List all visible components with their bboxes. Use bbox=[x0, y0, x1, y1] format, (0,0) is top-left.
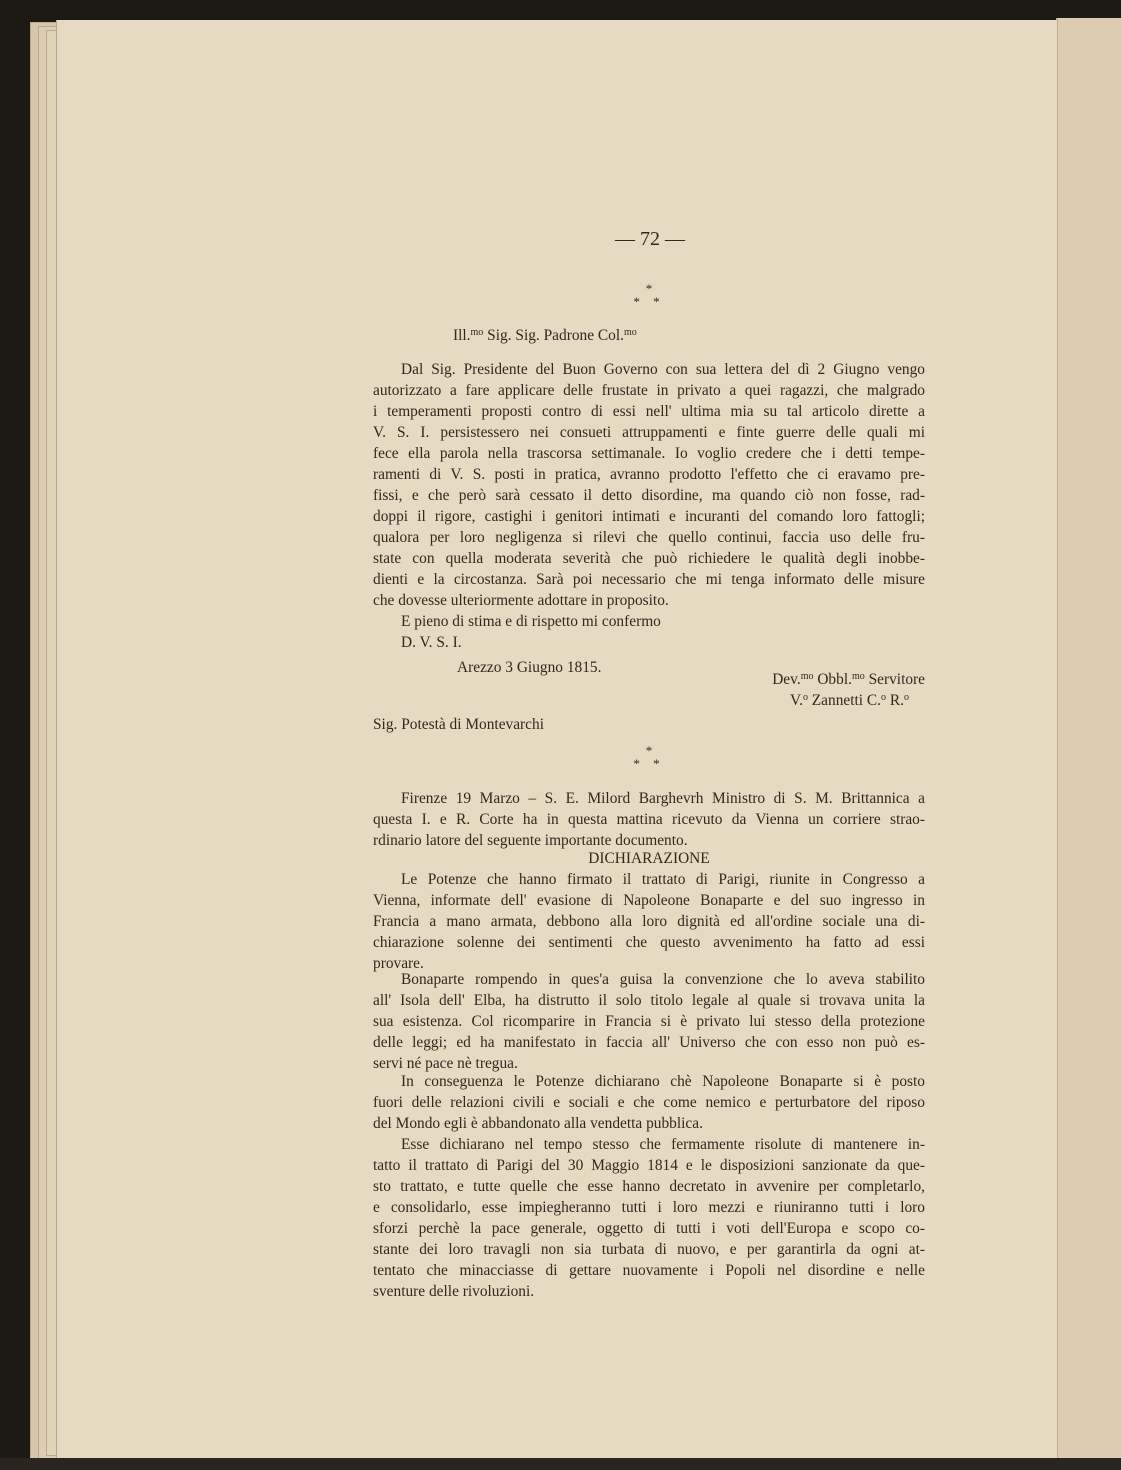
letter-line: qualora per loro negligenza si rilevi che quello continui, faccia uso delle fru- bbox=[373, 529, 925, 546]
paragraph-line: e consolidarlo, esse impiegheranno tutti i loro mezzi e riuniranno tutti i loro bbox=[373, 1199, 925, 1216]
paragraph-line: Le Potenze che hanno firmato il trattato di Parigi, riunite in Congresso a bbox=[401, 871, 925, 888]
news-line: Firenze 19 Marzo – S. E. Milord Barghevrh Ministro di S. M. Brittannica a bbox=[401, 790, 925, 807]
letter-line: che dovesse ulteriormente adottare in proposito. bbox=[373, 592, 669, 609]
paragraph-line: stante dei loro travagli non sia turbata di nuovo, e per garantirla da ogni at- bbox=[373, 1241, 925, 1258]
section-separator-1: * * * bbox=[633, 281, 665, 309]
letter-line: fissi, e che però sarà cessato il detto disordine, ma quando ciò non fosse, rad- bbox=[373, 487, 925, 504]
paragraph-line: Esse dichiarano nel tempo stesso che fermamente risolute di mantenere in- bbox=[401, 1136, 925, 1153]
paragraph-line: Bonaparte rompendo in ques'a guisa la convenzione che lo aveva stabilito bbox=[401, 971, 925, 988]
letter-line: V. S. I. persistessero nei consueti attruppamenti e finte guerre delle quali mi bbox=[373, 424, 925, 441]
letter-line: Dal Sig. Presidente del Buon Governo con sua lettera del dì 2 Giugno vengo bbox=[401, 361, 925, 378]
signature-line-1: Dev.$^{mo}$ Obbl.$^{mo}$ Servitore bbox=[772, 671, 925, 688]
paragraph-line: servi né pace nè tregua. bbox=[373, 1055, 518, 1072]
paragraph-line: sventure delle rivoluzioni. bbox=[373, 1283, 535, 1300]
letter-salutation: Ill.$^{mo}$ Sig. Sig. Padrone Col.$^{mo}$ bbox=[453, 327, 637, 344]
paragraph-line: sto trattato, e tutte quelle che esse hanno decretato in avvenire per completarlo, bbox=[373, 1178, 925, 1195]
letter-line: state con quella moderata severità che può richiedere le qualità degli inobbe- bbox=[373, 550, 925, 567]
letter-line: ramenti di V. S. posti in pratica, avranno prodotto l'effetto che ci eravamo pre- bbox=[373, 466, 925, 483]
letter-line: doppi il rigore, castighi i genitori intimati e incuranti del comando loro fattogli; bbox=[373, 508, 925, 525]
declaration-heading: DICHIARAZIONE bbox=[588, 850, 710, 867]
paragraph-line: chiarazione solenne dei sentimenti che questo avvenimento ha fatto ad essi bbox=[373, 934, 925, 951]
letter-closing: E pieno di stima e di rispetto mi confermo bbox=[401, 613, 661, 630]
news-line: questa I. e R. Corte ha in questa mattina ricevuto da Vienna un corriere strao- bbox=[373, 811, 925, 828]
news-line: rdinario latore del seguente importante documento. bbox=[373, 832, 688, 849]
letter-recipient: Sig. Potestà di Montevarchi bbox=[373, 716, 544, 733]
signature-line-2: V.$^o$ Zannetti C.$^o$ R.$^o$ bbox=[789, 692, 909, 709]
book-page bbox=[56, 20, 1057, 1460]
letter-place-date: Arezzo 3 Giugno 1815. bbox=[457, 659, 602, 676]
paragraph-line: delle leggi; ed ha manifestato in faccia all' Universo che con esso non può es- bbox=[373, 1034, 925, 1051]
paragraph-line: Francia a mano armata, debbono alla loro dignità ed all'ordine sociale una di- bbox=[373, 913, 925, 930]
letter-line: i temperamenti proposti contro di essi nell' ultima mia su tal articolo dirette a bbox=[373, 403, 925, 420]
letter-line: dienti e la circostanza. Sarà poi necessario che mi tenga informato delle misure bbox=[373, 571, 925, 588]
paragraph-line: sforzi perchè la pace generale, oggetto di tutti i voti dell'Europa e scopo co- bbox=[373, 1220, 925, 1237]
letter-line: fece ella parola nella trascorsa settimanale. Io voglio credere che i detti tempe- bbox=[373, 445, 925, 462]
scan-bottom-edge bbox=[0, 1458, 1121, 1470]
paragraph-line: sua esistenza. Col ricomparire in Francia si è privato lui stesso della protezione bbox=[373, 1013, 925, 1030]
paragraph-line: all' Isola dell' Elba, ha distrutto il solo titolo legale al quale si trovava unita la bbox=[373, 992, 925, 1009]
paragraph-line: provare. bbox=[373, 955, 424, 972]
paragraph-line: tentato che minacciasse di gettare nuovamente i Popoli nel disordine e nelle bbox=[373, 1262, 925, 1279]
paragraph-line: fuori delle relazioni civili e sociali e che come nemico e perturbatore del riposo bbox=[373, 1094, 925, 1111]
letter-line: autorizzato a fare applicare delle frustate in privato a quei ragazzi, che malgrado bbox=[373, 382, 925, 399]
paragraph-line: In conseguenza le Potenze dichiarano chè Napoleone Bonaparte si è posto bbox=[401, 1073, 925, 1090]
paragraph-line: del Mondo egli è abbandonato alla vendetta pubblica. bbox=[373, 1115, 703, 1132]
paragraph-line: tatto il trattato di Parigi del 30 Maggio 1814 e le disposizioni sanzionate da que- bbox=[373, 1157, 925, 1174]
facing-page-edge bbox=[1056, 18, 1121, 1458]
section-separator-2: * * * bbox=[633, 743, 665, 771]
page-number: — 72 — bbox=[615, 228, 685, 250]
letter-dvsi: D. V. S. I. bbox=[401, 634, 462, 651]
paragraph-line: Vienna, informate dell' evasione di Napoleone Bonaparte e del suo ingresso in bbox=[373, 892, 925, 909]
